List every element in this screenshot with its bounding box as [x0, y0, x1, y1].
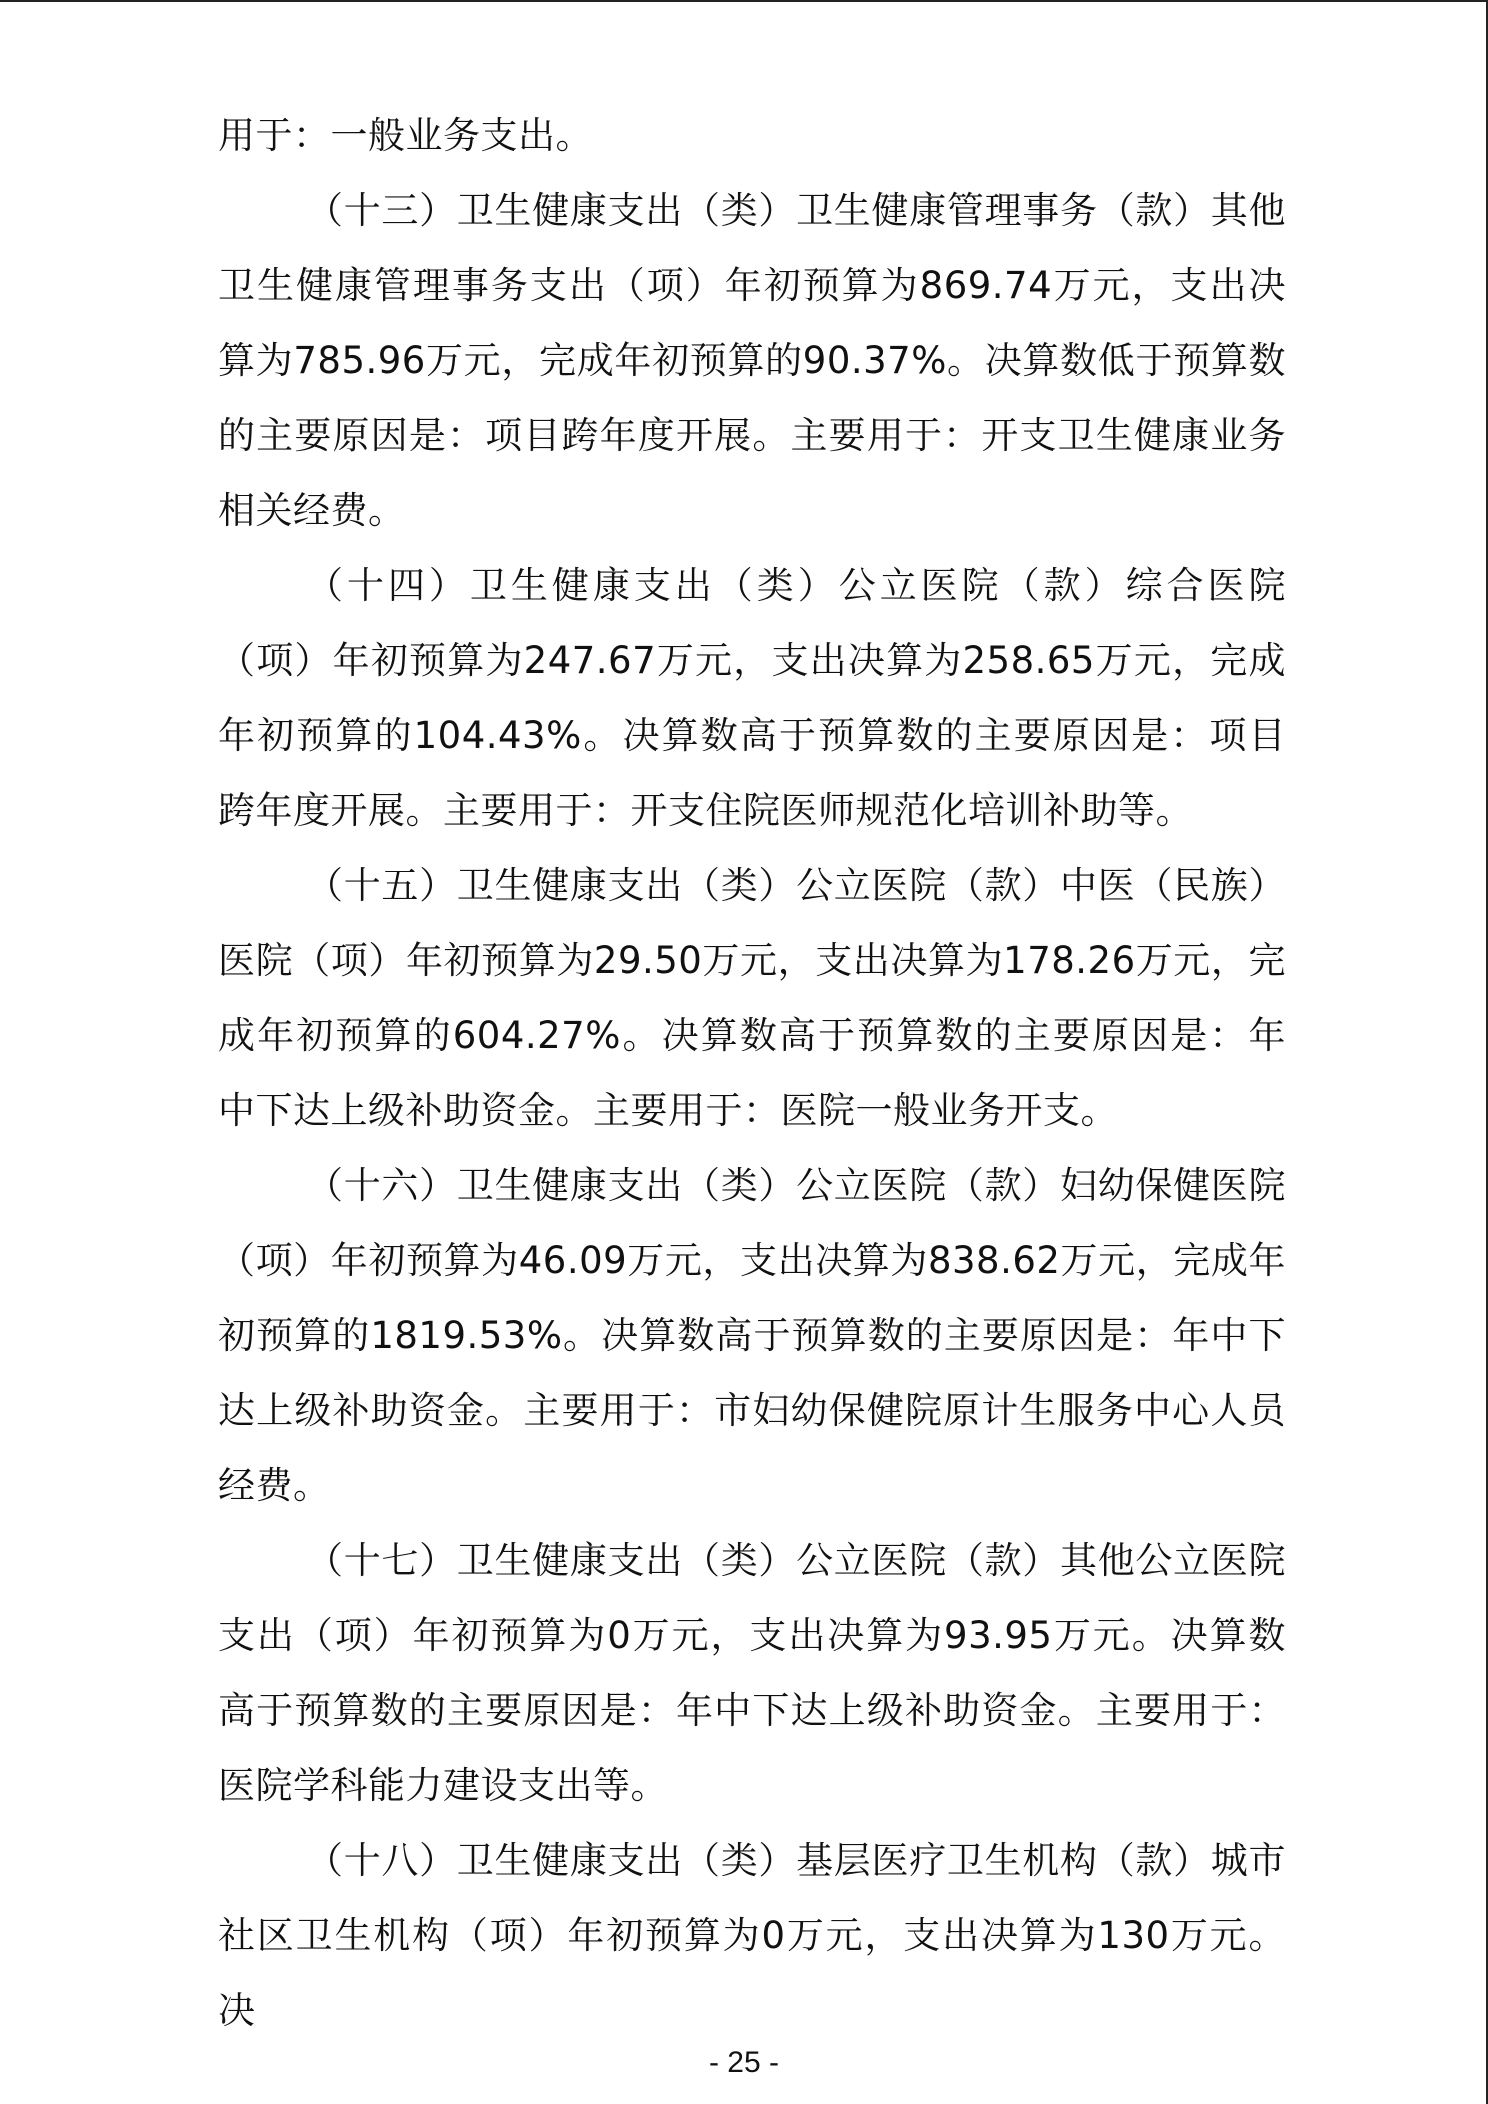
page-border-top	[0, 0, 1488, 2]
document-body	[218, 98, 1286, 2048]
paragraph-item-17: （十七）卫生健康支出（类）公立医院（款）其他公立医院支出（项）年初预算为0万元，支出决算为93.95万元。决算数高于预算数的主要原因是：年中下达上级补助资金。主要用于：医院学科能力建设支出等。	[218, 1539, 1286, 1807]
page-number: - 25 -	[708, 2046, 780, 2079]
paragraph-item-14: （十四）卫生健康支出（类）公立医院（款）综合医院（项）年初预算为247.67万元，支出决算为258.65万元，完成年初预算的104.43%。决算数高于预算数的主要原因是：项目跨年度开展。主要用于：开支住院医师规范化培训补助等。	[218, 564, 1286, 832]
paragraph-item-16: （十六）卫生健康支出（类）公立医院（款）妇幼保健医院（项）年初预算为46.09万元，支出决算为838.62万元，完成年初预算的1819.53%。决算数高于预算数的主要原因是：年中下达上级补助资金。主要用于：市妇幼保健院原计生服务中心人员经费。	[218, 1164, 1286, 1507]
paragraph-item-13: （十三）卫生健康支出（类）卫生健康管理事务（款）其他卫生健康管理事务支出（项）年初预算为869.74万元，支出决算为785.96万元，完成年初预算的90.37%。决算数低于预算数的主要原因是：项目跨年度开展。主要用于：开支卫生健康业务相关经费。	[218, 189, 1286, 532]
paragraph-item-18: （十八）卫生健康支出（类）基层医疗卫生机构（款）城市社区卫生机构（项）年初预算为0万元，支出决算为130万元。决	[218, 1839, 1286, 2032]
paragraph-item-15: （十五）卫生健康支出（类）公立医院（款）中医（民族）医院（项）年初预算为29.50万元，支出决算为178.26万元，完成年初预算的604.27%。决算数高于预算数的主要原因是：年中下达上级补助资金。主要用于：医院一般业务开支。	[218, 864, 1286, 1132]
paragraph-continuation: 用于：一般业务支出。	[218, 114, 593, 157]
